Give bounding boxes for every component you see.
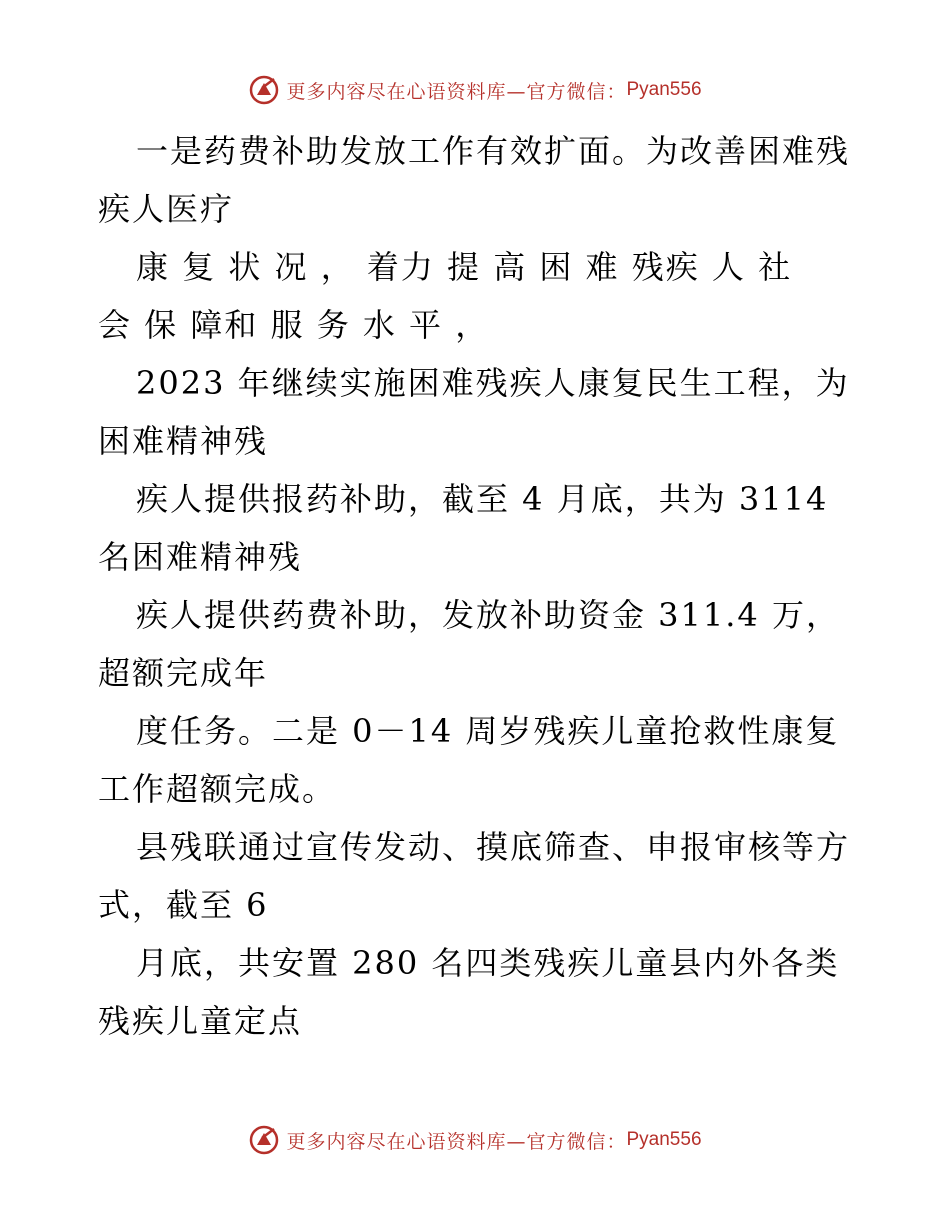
header-watermark <box>0 70 950 110</box>
document-body <box>98 122 858 1050</box>
text-line: 疾人提供药费补助，发放补助资金 311.4 万， <box>136 596 840 634</box>
text-line: 困难精神残 <box>98 422 269 460</box>
watermark-text: 更多内容尽在心语资料库—官方微信： <box>286 80 627 103</box>
text-line: 县残联通过宣传发动、摸底筛查、申报审核等方 <box>136 828 851 866</box>
text-line: 超额完成年 <box>98 654 269 692</box>
text-line: 疾人提供报药补助，截至 4 月底，共为 3114 <box>136 480 829 518</box>
watermark-contact: Pyan556 <box>626 79 702 100</box>
watermark-contact: Pyan556 <box>626 1129 702 1150</box>
text-line: 式，截至 6 <box>98 886 269 924</box>
text-line: 疾人医疗 <box>98 190 235 228</box>
logo-icon <box>248 1124 280 1156</box>
text-line: 一是药费补助发放工作有效扩面。为改善困难残 <box>136 132 851 170</box>
text-line: 2023 年继续实施困难残疾人康复民生工程，为 <box>136 364 850 402</box>
text-line: 名困难精神残 <box>98 538 303 576</box>
text-line: 残疾儿童定点 <box>98 1002 303 1040</box>
text-line: 会 保 障和 服 务 水 平 ， <box>98 306 490 344</box>
text-line: 月底，共安置 280 名四类残疾儿童县内外各类 <box>136 944 840 982</box>
watermark-text: 更多内容尽在心语资料库—官方微信： <box>286 1130 627 1153</box>
text-line: 工作超额完成。 <box>98 770 337 808</box>
text-line: 康 复 状 况 ， 着力 提 高 困 难 残疾 人 社 <box>136 248 793 286</box>
text-line: 度任务。二是 0－14 周岁残疾儿童抢救性康复 <box>136 712 840 750</box>
footer-watermark <box>0 1120 950 1160</box>
logo-icon <box>248 74 280 106</box>
